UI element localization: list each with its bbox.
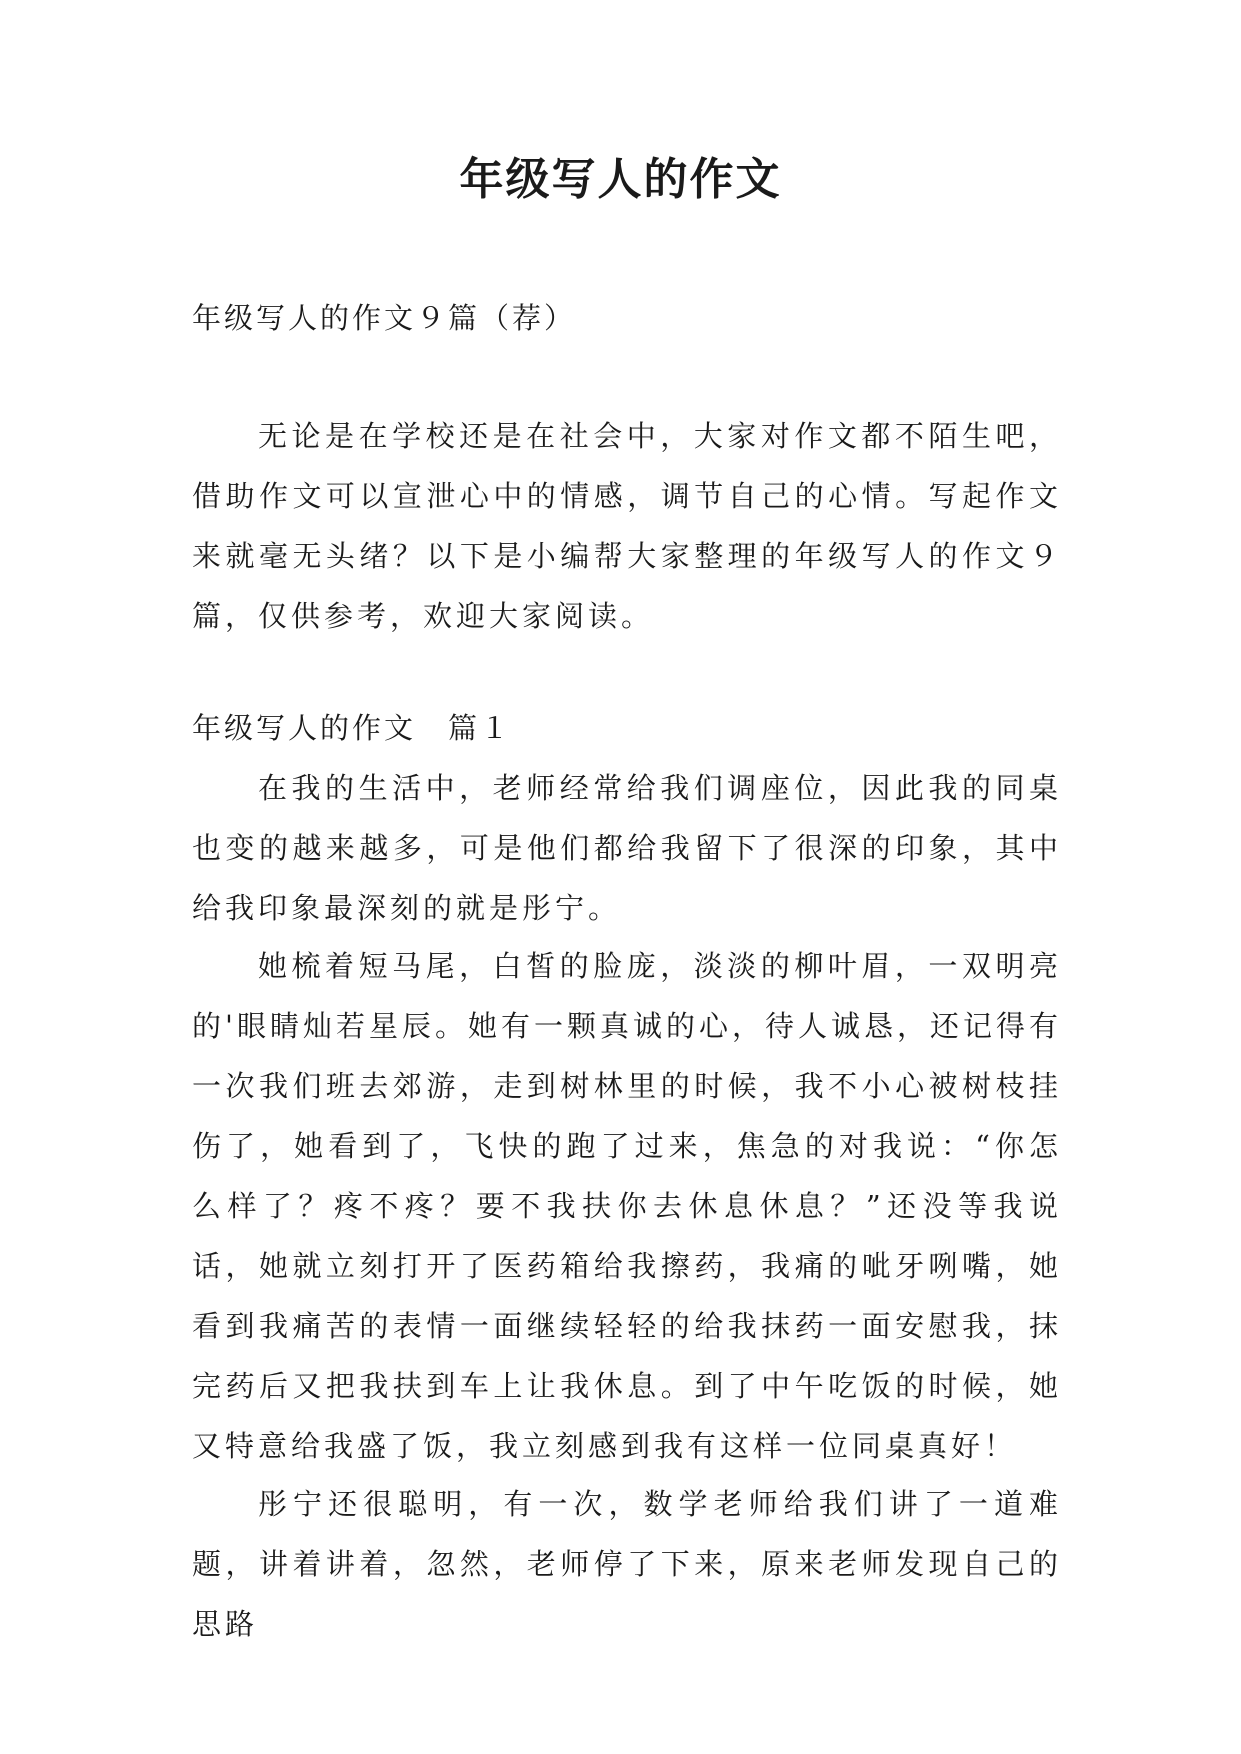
section-heading: 年级写人的作文 篇１ (192, 711, 513, 745)
body-paragraph: 她梳着短马尾，白皙的脸庞，淡淡的柳叶眉，一双明亮的'眼睛灿若星辰。她有一颗真诚的心，待人诚恳，还记得有一次我们班去郊游，走到树林里的时候，我不小心被树枝挂伤了，她看到了，飞快的跑了过来，焦急的对我说：“你怎么样了？疼不疼？要不我扶你去休息休息？”还没等我说话，她就立刻打开了医药箱给我擦药，我痛的呲牙咧嘴，她看到我痛苦的表情一面继续轻轻的给我抹药一面安慰我，抹完药后又把我扶到车上让我休息。到了中午吃饭的时候，她又特意给我盛了饭，我立刻感到我有这样一位同桌真好！ (192, 949, 1062, 1463)
document-title: 年级写人的作文 (459, 154, 782, 205)
body-paragraph: 彤宁还很聪明，有一次，数学老师给我们讲了一道难题，讲着讲着，忽然，老师停了下来，原来老师发现自己的思路 (192, 1487, 1062, 1641)
document-subtitle: 年级写人的作文９篇（荐） (192, 301, 577, 335)
body-paragraph: 在我的生活中，老师经常给我们调座位，因此我的同桌也变的越来越多，可是他们都给我留下了很深的印象，其中给我印象最深刻的就是彤宁。 (192, 771, 1062, 925)
intro-paragraph: 无论是在学校还是在社会中，大家对作文都不陌生吧，借助作文可以宣泄心中的情感，调节自己的心情。写起作文来就毫无头绪？以下是小编帮大家整理的年级写人的作文９篇，仅供参考，欢迎大家阅读。 (192, 419, 1062, 633)
